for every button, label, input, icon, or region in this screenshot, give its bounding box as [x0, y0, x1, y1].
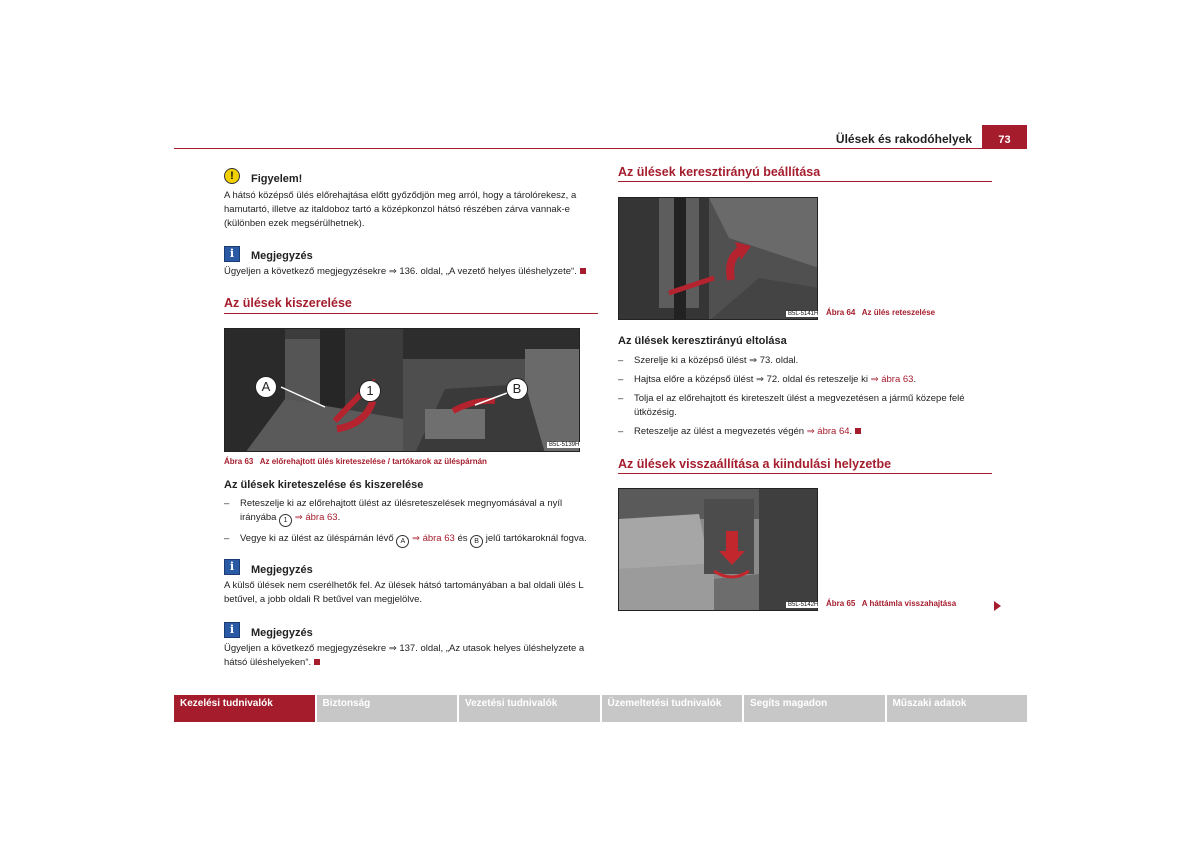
warning-icon: !: [224, 168, 240, 184]
info-icon: i: [224, 622, 240, 638]
figure-65-caption-text: A háttámla visszahajtása: [861, 599, 957, 608]
figure-64-caption-number: Ábra 64: [826, 308, 856, 317]
nav-tab-safety[interactable]: Biztonság: [317, 695, 458, 722]
figure-63-link[interactable]: ⇒ ábra 63: [294, 512, 338, 523]
list-item: – Tolja el az előrehajtott és kireteszelt ülést a megvezetésen a jármű közepe felé ütközésig.: [618, 392, 994, 420]
callout-b-ref: B: [470, 535, 483, 548]
figure-63-caption-number: Ábra 63: [224, 457, 254, 466]
subsection-title-shift: Az ülések keresztirányú eltolása: [618, 335, 787, 347]
list-item: [618, 425, 994, 439]
callout-a-ref: A: [396, 535, 409, 548]
nav-tab-operating-info[interactable]: Kezelési tudnivalók: [174, 695, 315, 722]
section-rule: [618, 181, 992, 182]
subsection-title-unlock-remove: Az ülések kireteszelése és kiszerelése: [224, 479, 424, 491]
note3-text: [224, 642, 598, 670]
figure-64-caption-text: Az ülés reteszelése: [861, 308, 936, 317]
figure-65-image: [618, 488, 818, 611]
warning-text: A hátsó középső ülés előrehajtása előtt győződjön meg arról, hogy a tárolórekesz, a hamutartó, illetve az italdoboz tartó a középkonzol hátsó részében zárva vannak-e (különben ezek megsérülhetnek).: [224, 190, 577, 229]
section-rule: [224, 313, 598, 314]
note1-text-content: Ügyeljen a következő megjegyzésekre ⇒ 136. oldal, „A vezető helyes üléshelyzete“.: [224, 266, 577, 277]
step-text: Reteszelje az ülést a megvezetés végén: [634, 426, 805, 437]
note1-title: Megjegyzés: [251, 250, 313, 262]
note3-title: Megjegyzés: [251, 627, 313, 639]
nav-tab-driving-info[interactable]: Vezetési tudnivalók: [459, 695, 600, 722]
section-title-removal: Az ülések kiszerelése: [224, 296, 352, 310]
figure-64-link[interactable]: ⇒ ábra 64: [806, 426, 850, 437]
header-rule: [174, 148, 982, 149]
figure-63-code: B5L-5139H: [549, 442, 580, 448]
step-text-end: jelű tartókaroknál fogva.: [485, 533, 587, 544]
next-page-arrow-icon[interactable]: [994, 601, 1001, 611]
nav-tab-self-help[interactable]: Segíts magadon: [744, 695, 885, 722]
step-text-end: .: [849, 426, 853, 437]
step-text: Reteszelje ki az előrehajtott ülést az ülésreteszelések megnyomásával a nyíl irányába: [240, 498, 563, 523]
end-marker: [314, 659, 320, 665]
note2-title: Megjegyzés: [251, 564, 313, 576]
list-item: – Szerelje ki a középső ülést ⇒ 73. oldal.: [618, 354, 994, 368]
figure-63-caption: [224, 457, 487, 466]
warning-title: Figyelem!: [251, 173, 303, 185]
figure-65-caption: [826, 599, 956, 608]
section-title-transverse: Az ülések keresztirányú beállítása: [618, 165, 821, 179]
figure-65-code: B5L-5142H: [788, 602, 819, 608]
step-text-end: .: [913, 374, 917, 385]
list-item: [224, 497, 600, 527]
list-item: [618, 373, 994, 387]
figure-64-image: [618, 197, 818, 320]
nav-tab-technical-data[interactable]: Műszaki adatok: [887, 695, 1028, 722]
figure-63-caption-text: Az előrehajtott ülés kireteszelése / tartókarok az üléspárnán: [259, 457, 487, 466]
steps-shift-list: [618, 354, 994, 444]
step-text: Vegye ki az ülést az üléspárnán lévő: [240, 533, 394, 544]
step-text-end: .: [337, 512, 341, 523]
info-icon: i: [224, 559, 240, 575]
step-text: Hajtsa előre a középső ülést ⇒ 72. oldal és reteszelje ki: [634, 374, 868, 385]
figure-63-link[interactable]: ⇒ ábra 63: [870, 374, 914, 385]
list-item: [224, 532, 600, 548]
info-icon: i: [224, 246, 240, 262]
nav-tab-operation-info[interactable]: Üzemeltetési tudnivalók: [602, 695, 743, 722]
figure-65-caption-number: Ábra 65: [826, 599, 856, 608]
note2-text: A külső ülések nem cserélhetők fel. Az ülések hátsó tartományában a bal oldali ülés L betűvel, a jobb oldali R betűvel van megjelölve.: [224, 580, 584, 605]
section-rule: [618, 473, 992, 474]
step-text-mid: és: [457, 533, 468, 544]
figure-63-callout-1: 1: [359, 380, 381, 402]
section-title-restore: Az ülések visszaállítása a kiindulási helyzetbe: [618, 457, 892, 471]
callout-1-ref: 1: [279, 514, 292, 527]
note3-text-content: Ügyeljen a következő megjegyzésekre ⇒ 137. oldal, „Az utasok helyes üléshelyzete a hátsó üléshelyeken“.: [224, 643, 585, 668]
note1-text: [224, 265, 599, 279]
figure-63-link[interactable]: ⇒ ábra 63: [411, 533, 455, 544]
steps-removal-list: [224, 497, 600, 553]
end-marker: [855, 428, 861, 434]
end-marker: [580, 268, 586, 274]
figure-63-callout-a: A: [255, 376, 277, 398]
figure-63-callout-b: B: [506, 378, 528, 400]
running-header-title: Ülések és rakodóhelyek: [835, 132, 972, 146]
figure-64-caption: [826, 308, 935, 317]
chapter-navigation: [174, 695, 1027, 722]
figure-64-code: B5L-5141H: [788, 311, 819, 317]
page-number: 73: [982, 125, 1027, 149]
